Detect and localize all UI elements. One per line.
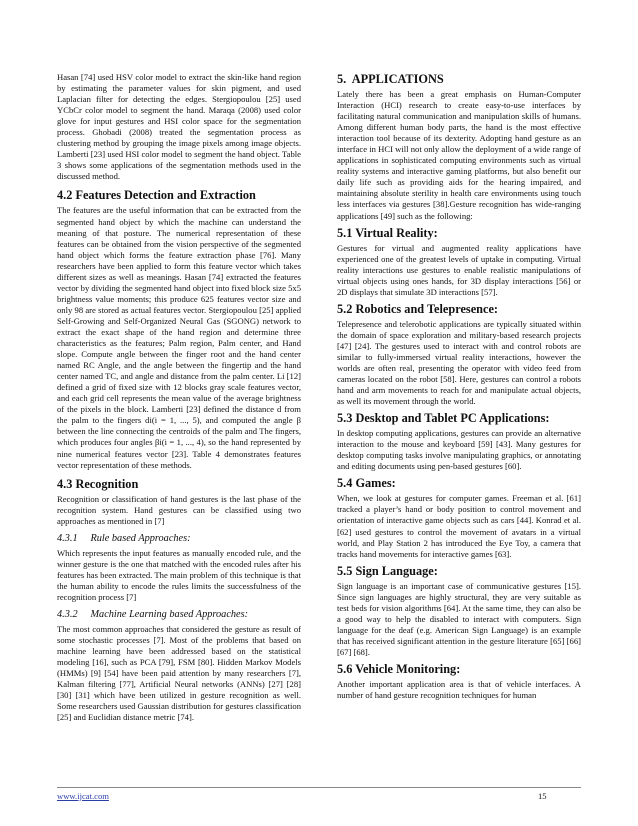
heading-5-5: 5.5 Sign Language: [337, 563, 438, 578]
paragraph-vehicle: Another important application area is that of vehicle interfaces. A number of hand gesture recognition techniques for human [337, 678, 581, 701]
paragraph-segmentation: Hasan [74] used HSV color model to extract the skin-like hand region by estimating the parameter values for skin pigment, and used Laplacian filter for detecting the edges. Stergiopoulou [25] used YCbCr color model to segment the hand. Maraqa (2008) used color glove for input gestures and HSI color space for the segmentation process. Ghobadi (2008) treated the segmentation process as clustering method by grouping the image pixels among image objects. Lamberti [23] used HSI color model to segment the hand object. Table 3 shows some applications of the segmentation methods used in the discussed method. [57, 72, 301, 182]
journal-link[interactable]: www.ijcat.com [57, 791, 109, 801]
paragraph-applications: Lately there has been a great emphasis on Human-Computer Interaction (HCI) research to create easy-to-use interfaces by facilitating natural communication and manipulation skills of humans. Among different human body parts, the hand is the most effective interaction tool because of its dexterity. Adopting hand gesture as an interface in HCI will not only allow the deployment of a wide range of applications in sophisticated computing environments such as virtual reality systems and interactive gaming platforms, but also benefit our daily life such as providing aids for the hearing impaired, and maintaining absolute sterility in health care environments using touch less interfaces via gestures [38].Gesture recognition has wide-ranging applications [49] such as the following: [337, 89, 581, 221]
paragraph-robotics: Telepresence and telerobotic applications are typically situated within the domain of space exploration and military-based research projects [47] [24]. The gestures used to interact with and control robots are similar to fully-immersed virtual reality interactions, however the worlds are often real, presenting the operator with video feed from cameras located on the robot [58]. Here, gestures can control a robots hand and arm movements to reach for and manipulate actual objects, as well its movement through the world. [337, 318, 581, 407]
paragraph-desktop: In desktop computing applications, gestures can provide an alternative interaction to the mouse and keyboard [59] [43]. Many gestures for desktop computing tasks involve manipulating graphics, or annotating and editing documents using pen-based gestures [60]. [337, 428, 581, 472]
paragraph-games: When, we look at gestures for computer games. Freeman et al. [61] tracked a player’s hand or body position to control movement and orientation of interactive game objects such as cars [44]. Konrad et al. [62] used gestures to control the movement of avatars in a virtual world, and Play Station 2 has introduced the Eye Toy, a camera that tracks hand movements for interactive games [63]. [337, 493, 581, 559]
paragraph-rule-based: Which represents the input features as manually encoded rule, and the winner gesture is the one that matched with the encoded rules after his features has been extracted. The main problem of this technique is that the human ability to encode the rules limits the successfulness of the recognition process [7] [57, 547, 301, 602]
left-column [57, 72, 301, 726]
paragraph-features: The features are the useful information that can be extracted from the segmented hand object by which the machine can understand the meaning of that posture. The numerical representation of these features can be obtained from the vision perspective of the segmented hand object which forms the feature extraction phase [76]. Many researchers have been applied to form this feature vector which takes different sizes as well as meanings. Hasan [74] extracted the features vector by dividing the segmented hand object into fixed block size 5x5 brightness value moments; this produce 625 features vector size and only 98 are stored as actual features vector. Stergiopoulou [25] applied Self-Growing and Self-Organized Neural Gas (SGONG) network to extract the exact shape of the hand region and determine three characteristics as the features; Palm region, Palm center, and Hand slope. Compute angle between the finger root and the hand center named RC Angle, and the angle between the fingertip and the hand center named TC, and angle and distance from the palm center. Li [12] defined a grid of fixed size with 12 blocks gray scale features vector, and each grid cell represents the mean value of the average brightness of the pixels in the block. Lamberti [23] defined the distance d from the palm to the fingers di(i = 1, ..., 5), and computed the angle β between the line connecting the centroids of the palm and The fingers, which produces four angles βi(i = 1, ..., 4), so the hand represented by nine numerical features vector [23]. Table 4 demonstrates features vector representation of these methods. [57, 205, 301, 470]
paragraph-sign-language: Sign language is an important case of communicative gestures [15]. Since sign languages are highly structural, they are very suitable as test beds for vision algorithms [64]. At the same time, they can also be a good way to help the disabled to interact with computers. Sign language for the deaf (e.g. American Sign Language) is an example that has received significant attention in the gesture literature [65] [66] [67] [68]. [337, 580, 581, 657]
heading-5-4: 5.4 Games: [337, 476, 396, 491]
right-column [337, 72, 581, 704]
paragraph-machine-learning: The most common approaches that considered the gesture as result of some stochastic processes [7]. Most of the problems that based on machine learning have been addressed based on the statistical modeling [16], such as PCA [79], FSM [80]. Hidden Markov Models (HMMs) [9] [54] have been paid attention by many researchers [7], Kalman filtering [77], Artificial Neural networks (ANNs) [27] [28] [30] [31] which have been utilized in gesture recognition as well. Some researchers used Gaussian distribution for gestures classification [25] and Euclidian distance metric [74]. [57, 623, 301, 723]
paragraph-recognition: Recognition or classification of hand gestures is the last phase of the recognition system. Hand gestures can be classified using two approaches as mentioned in [7] [57, 493, 301, 526]
heading-4-3: 4.3 Recognition [57, 476, 139, 491]
heading-4-2: 4.2 Features Detection and Extraction [57, 188, 256, 203]
footer-divider [57, 787, 581, 788]
heading-5-6: 5.6 Vehicle Monitoring: [337, 661, 461, 676]
page-number: 15 [538, 791, 547, 801]
heading-5-1: 5.1 Virtual Reality: [337, 225, 438, 240]
heading-5: 5. APPLICATIONS [337, 72, 444, 86]
heading-4-3-2: 4.3.2 Machine Learning based Approaches: [57, 608, 249, 620]
paragraph-virtual-reality: Gestures for virtual and augmented reality applications have experienced one of the greatest levels of uptake in computing. Virtual reality interactions use gestures to enable realistic manipulations of virtual objects using ones hands, for 3D display interactions [56] or 2D displays that simulate 3D interactions [57]. [337, 242, 581, 297]
heading-4-3-1: 4.3.1 Rule based Approaches: [57, 532, 191, 544]
heading-5-3: 5.3 Desktop and Tablet PC Applications: [337, 411, 550, 426]
heading-5-2: 5.2 Robotics and Telepresence: [337, 301, 498, 316]
